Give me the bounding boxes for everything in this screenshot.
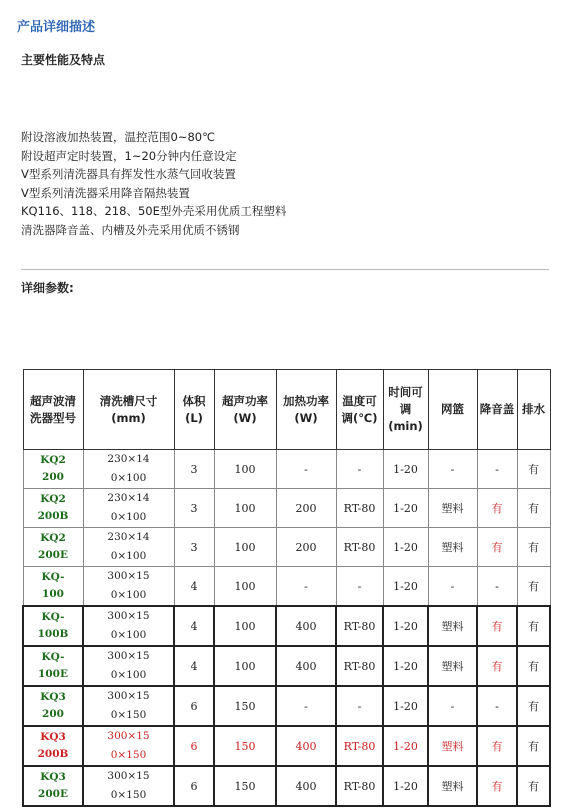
lid-cell: 有 [477,606,517,646]
lid-cell: - [477,686,517,726]
temp-cell: - [336,686,383,726]
ultra-cell: 150 [214,686,276,726]
time-cell: 1-20 [383,567,428,607]
drain-cell: 有 [517,489,550,528]
tank-cell: 230×14 0×100 [83,528,174,567]
tank-cell: 300×15 0×150 [83,766,174,806]
time-cell: 1-20 [383,489,428,528]
heat-cell: - [276,686,336,726]
header-model: 超声波清洗器型号 [23,370,83,450]
table-row [23,528,550,567]
volume-cell: 3 [174,528,214,567]
features-list [21,128,286,240]
lid-cell: 有 [477,766,517,806]
header-heat-power: 加热功率(W) [276,370,336,450]
tank-cell: 230×14 0×100 [83,489,174,528]
header-temp: 温度可调(℃) [336,370,383,450]
basket-cell: 塑料 [428,606,477,646]
feature-item: 附设溶液加热装置，温控范围0~80℃ [21,130,215,144]
model-cell: KQ2 200E [23,528,83,567]
time-cell: 1-20 [383,766,428,806]
ultra-cell: 150 [214,766,276,806]
time-cell: 1-20 [383,726,428,766]
model-cell: KQ3 200 [23,686,83,726]
basket-cell: 塑料 [428,726,477,766]
drain-cell: 有 [517,528,550,567]
drain-cell: 有 [517,450,550,489]
time-cell: 1-20 [383,646,428,686]
lid-cell: 有 [477,646,517,686]
page-title: 产品详细描述 [17,20,96,35]
temp-cell: RT-80 [336,489,383,528]
basket-cell: - [428,450,477,489]
basket-cell: 塑料 [428,646,477,686]
table-row [23,450,550,489]
basket-cell: - [428,686,477,726]
heat-cell: 200 [276,489,336,528]
lid-cell: 有 [477,528,517,567]
model-cell: KQ3 200B [23,726,83,766]
divider [21,269,549,270]
lid-cell: 有 [477,726,517,766]
volume-cell: 6 [174,686,214,726]
drain-cell: 有 [517,606,550,646]
header-time: 时间可调(min) [383,370,428,450]
drain-cell: 有 [517,726,550,766]
volume-cell: 3 [174,489,214,528]
tank-cell: 230×14 0×100 [83,450,174,489]
temp-cell: - [336,567,383,607]
volume-cell: 4 [174,567,214,607]
time-cell: 1-20 [383,606,428,646]
temp-cell: RT-80 [336,606,383,646]
tank-cell: 300×15 0×100 [83,567,174,607]
lid-cell: - [477,450,517,489]
ultra-cell: 100 [214,606,276,646]
tank-cell: 300×15 0×100 [83,646,174,686]
header-ultra-power: 超声功率(W) [214,370,276,450]
ultra-cell: 100 [214,489,276,528]
table-row [23,646,550,686]
volume-cell: 4 [174,606,214,646]
volume-cell: 6 [174,766,214,806]
table-row [23,726,550,766]
header-tank: 清洗槽尺寸(mm) [83,370,174,450]
heat-cell: 400 [276,646,336,686]
heat-cell: 400 [276,726,336,766]
temp-cell: RT-80 [336,528,383,567]
heat-cell: - [276,567,336,607]
model-cell: KQ3 200E [23,766,83,806]
feature-item: 附设超声定时装置，1~20分钟内任意设定 [21,148,237,163]
tank-cell: 300×15 0×100 [83,606,174,646]
basket-cell: 塑料 [428,766,477,806]
volume-cell: 4 [174,646,214,686]
model-cell: KQ- 100 [23,567,83,607]
drain-cell: 有 [517,646,550,686]
ultra-cell: 100 [214,450,276,489]
header-lid: 降音盖 [477,370,517,450]
heat-cell: 200 [276,528,336,567]
model-cell: KQ- 100B [23,606,83,646]
feature-item: V型系列清洗器采用降音隔热装置 [21,185,190,200]
time-cell: 1-20 [383,450,428,489]
header-basket: 网篮 [428,370,477,450]
ultra-cell: 150 [214,726,276,766]
params-heading: 详细参数: [21,281,74,295]
temp-cell: RT-80 [336,726,383,766]
temp-cell: RT-80 [336,766,383,806]
spec-table [22,369,551,807]
time-cell: 1-20 [383,686,428,726]
header-volume: 体积(L) [174,370,214,450]
lid-cell: - [477,567,517,607]
model-cell: KQ2 200B [23,489,83,528]
drain-cell: 有 [517,766,550,806]
drain-cell: 有 [517,567,550,607]
table-header-row [23,370,550,450]
temp-cell: RT-80 [336,646,383,686]
feature-item: V型系列清洗器具有挥发性水蒸气回收装置 [21,167,236,182]
table-row [23,686,550,726]
temp-cell: - [336,450,383,489]
heat-cell: 400 [276,606,336,646]
table-row [23,489,550,528]
heat-cell: - [276,450,336,489]
feature-item: KQ116、118、218、50E型外壳采用优质工程塑料 [21,204,287,219]
heat-cell: 400 [276,766,336,806]
tank-cell: 300×15 0×150 [83,686,174,726]
time-cell: 1-20 [383,528,428,567]
table-row [23,606,550,646]
basket-cell: - [428,567,477,607]
table-row [23,766,550,806]
model-cell: KQ- 100E [23,646,83,686]
lid-cell: 有 [477,489,517,528]
volume-cell: 6 [174,726,214,766]
ultra-cell: 100 [214,528,276,567]
feature-item: 清洗器降音盖、内槽及外壳采用优质不锈钢 [21,222,240,237]
ultra-cell: 100 [214,646,276,686]
basket-cell: 塑料 [428,489,477,528]
tank-cell: 300×15 0×150 [83,726,174,766]
model-cell: KQ2 200 [23,450,83,489]
drain-cell: 有 [517,686,550,726]
header-drain: 排水 [517,370,550,450]
table-row [23,567,550,607]
ultra-cell: 100 [214,567,276,607]
volume-cell: 3 [174,450,214,489]
features-heading: 主要性能及特点 [21,53,106,67]
basket-cell: 塑料 [428,528,477,567]
